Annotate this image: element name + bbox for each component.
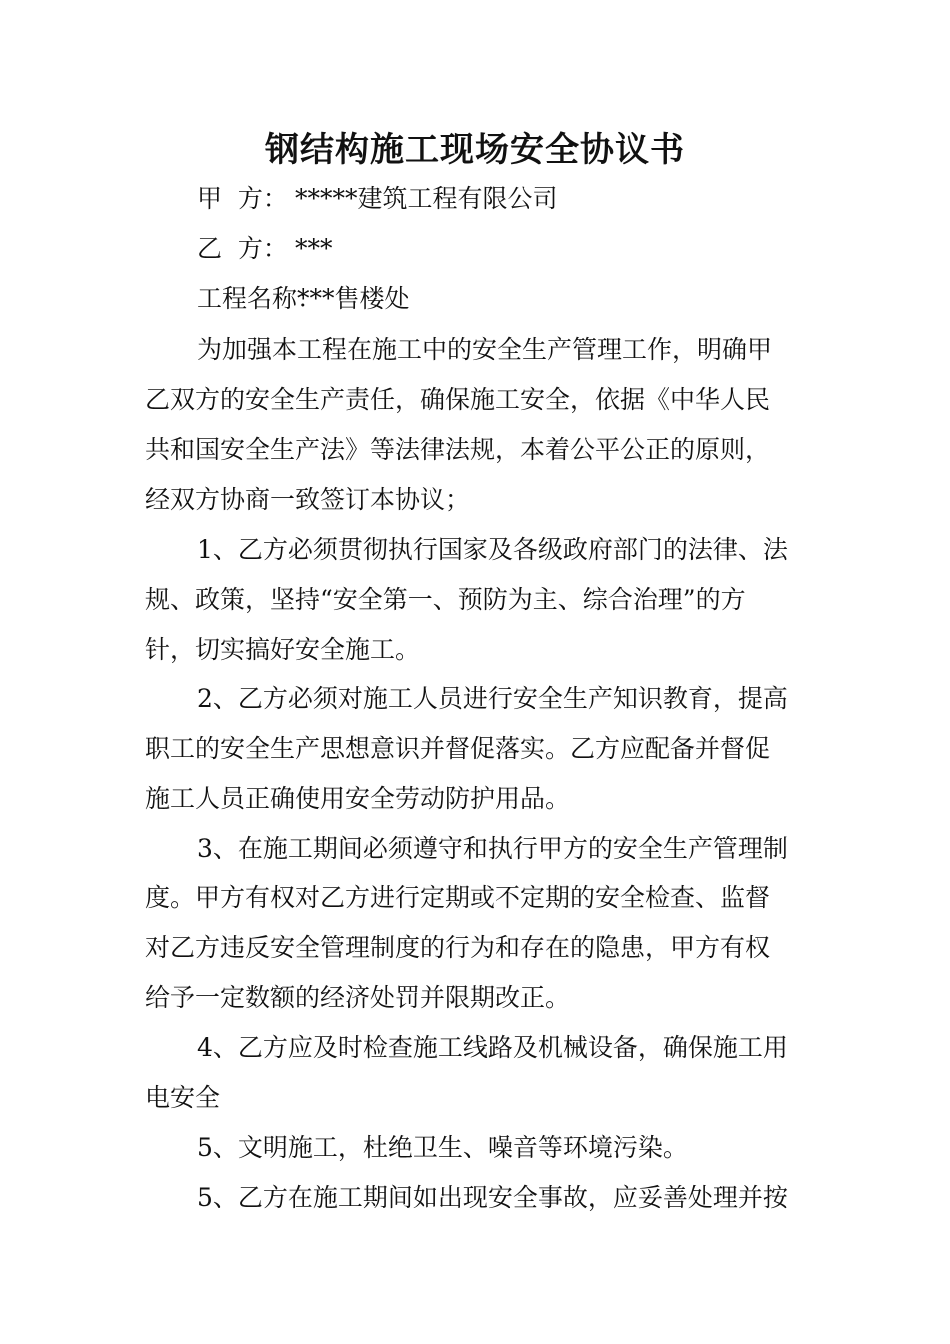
project-name-line <box>197 281 410 317</box>
body-line: 经双方协商一致签订本协议； <box>145 485 471 514</box>
clause-5-line: 5、文明施工，杜绝卫生、噪音等环境污染。 <box>197 1133 688 1162</box>
party-a-line <box>197 181 558 217</box>
party-b-label: 乙 方： <box>197 234 288 263</box>
body-line: 共和国安全生产法》等法律法规，本着公平公正的原则， <box>145 435 771 464</box>
party-b-line <box>197 231 333 267</box>
clause-1-line: 规、政策，坚持“安全第一、预防为主、综合治理”的方 <box>145 585 746 614</box>
clause-4-line: 4、乙方应及时检查施工线路及机械设备，确保施工用 <box>197 1033 788 1062</box>
body-line: 乙双方的安全生产责任，确保施工安全，依据《中华人民 <box>145 385 771 414</box>
clause-2-line: 施工人员正确使用安全劳动防护用品。 <box>145 784 571 813</box>
clause-4-line: 电安全 <box>145 1083 221 1112</box>
body-line: 为加强本工程在施工中的安全生产管理工作，明确甲 <box>197 335 773 364</box>
clause-3-line: 度。甲方有权对乙方进行定期或不定期的安全检查、监督 <box>145 883 771 912</box>
document-title: 钢结构施工现场安全协议书 <box>265 130 685 170</box>
clause-3-line: 对乙方违反安全管理制度的行为和存在的隐患，甲方有权 <box>145 933 771 962</box>
clause-1-line: 针，切实搞好安全施工。 <box>145 635 421 664</box>
clause-1-line: 1、乙方必须贯彻执行国家及各级政府部门的法律、法 <box>197 535 788 564</box>
clause-2-line: 职工的安全生产思想意识并督促落实。乙方应配备并督促 <box>145 734 771 763</box>
project-name-label: 工程名称： <box>197 284 323 313</box>
party-b-value: *** <box>295 234 333 263</box>
clause-3-line: 给予一定数额的经济处罚并限期改正。 <box>145 983 571 1012</box>
clause-5b-line: 5、乙方在施工期间如出现安全事故，应妥善处理并按 <box>197 1183 788 1212</box>
party-a-label: 甲 方： <box>197 184 288 213</box>
project-name-value: ***售楼处 <box>297 284 410 313</box>
clause-2-line: 2、乙方必须对施工人员进行安全生产知识教育，提高 <box>197 684 788 713</box>
party-a-value: *****建筑工程有限公司 <box>295 184 558 213</box>
clause-3-line: 3、在施工期间必须遵守和执行甲方的安全生产管理制 <box>197 834 788 863</box>
